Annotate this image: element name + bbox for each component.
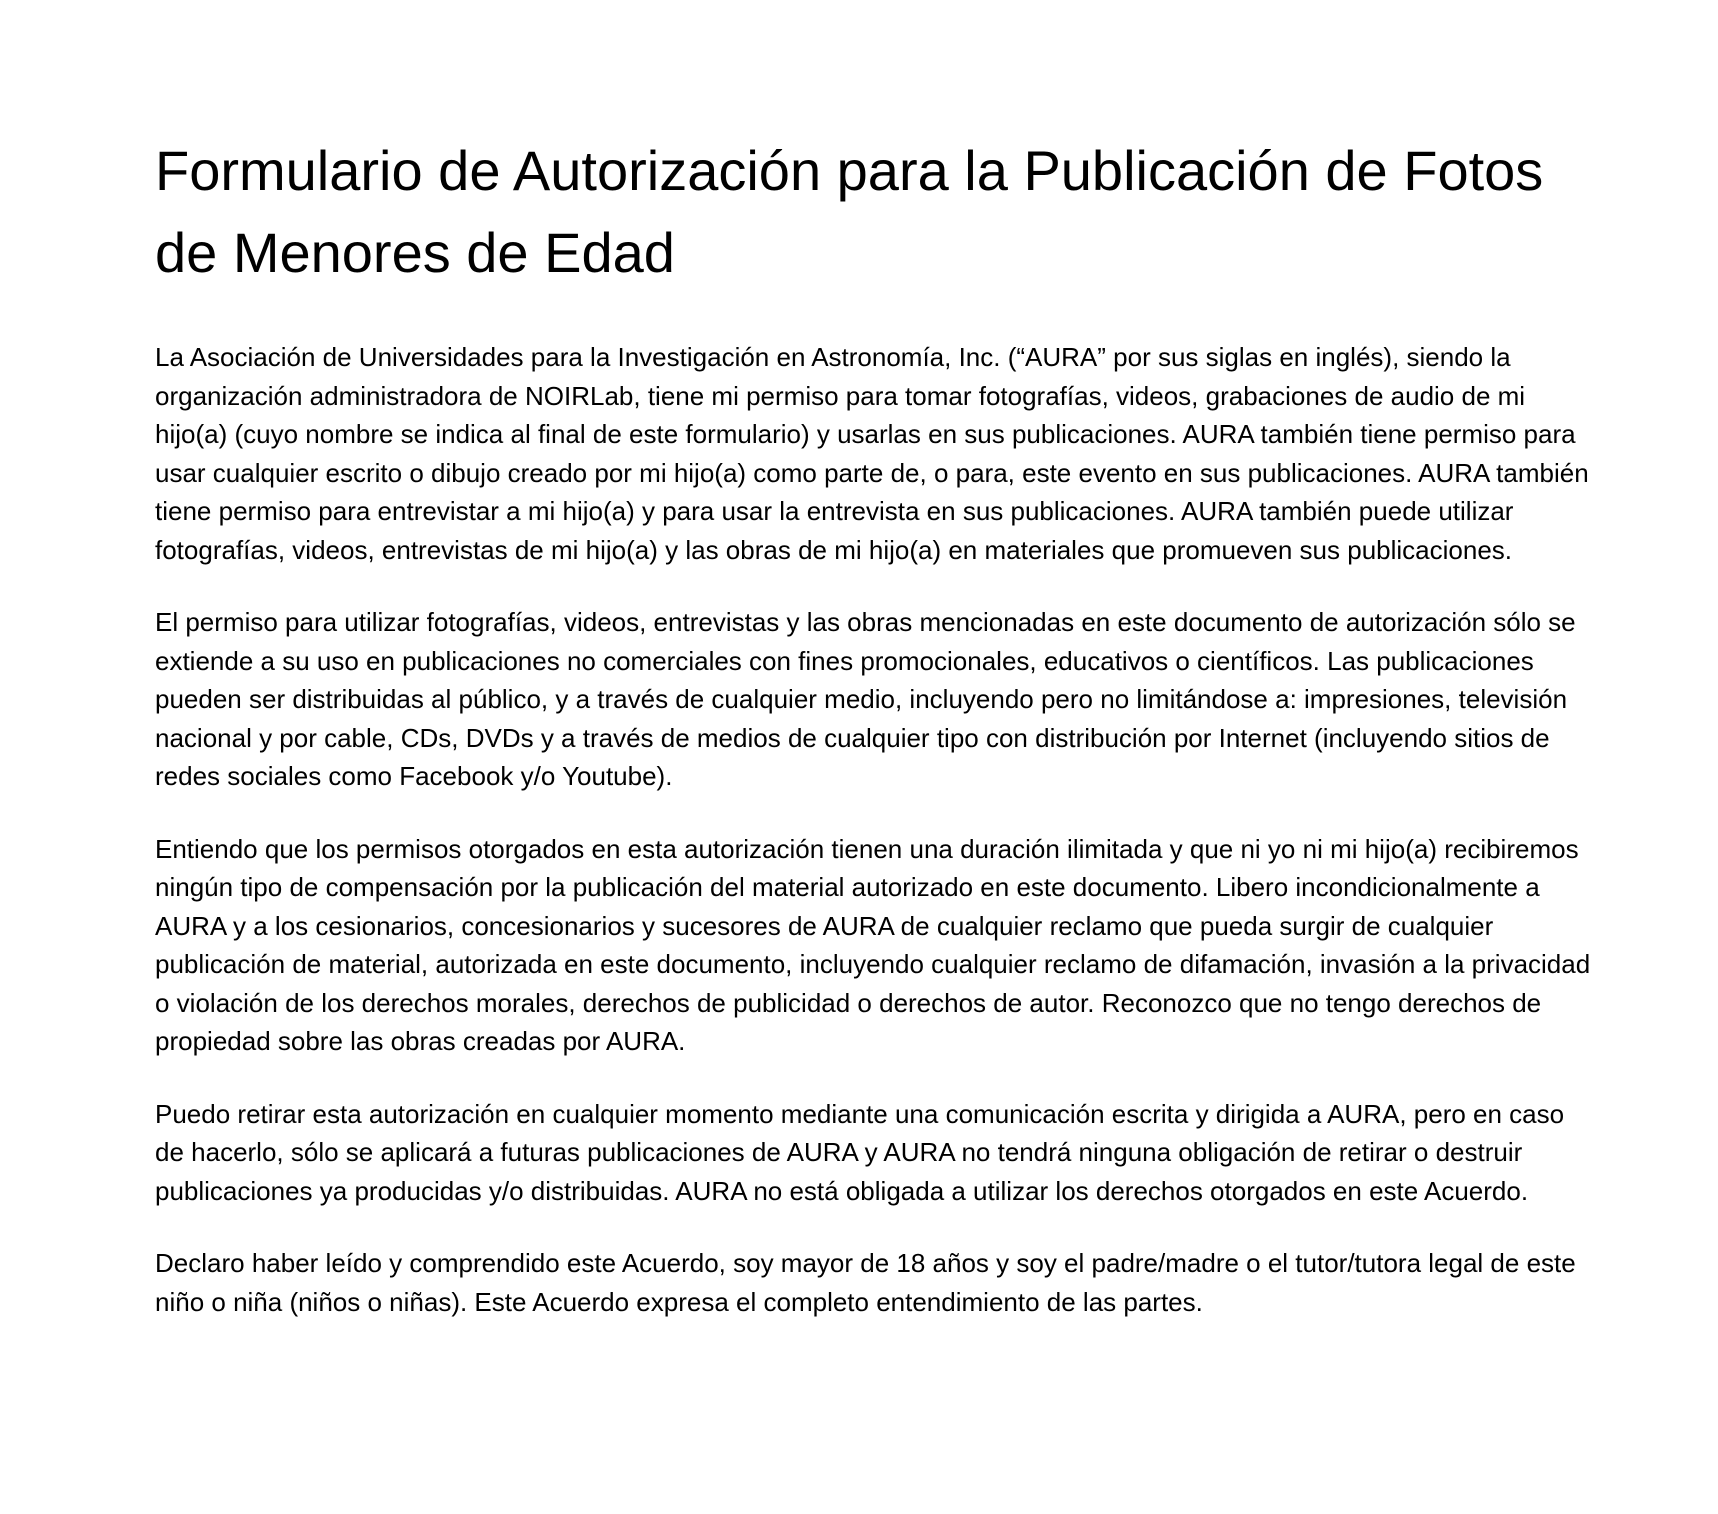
page-title: Formulario de Autorización para la Publicación de Fotos de Menores de Edad — [155, 139, 1544, 284]
paragraph-withdrawal: Puedo retirar esta autorización en cualquier momento mediante una comunicación escrita y dirigida a AURA, pero en caso de hacerlo, sólo se aplicará a futuras publicaciones de AURA y AURA no tendrá ninguna obligación de retirar o destruir publicaciones ya producidas y/o distribuidas. AURA no está obligada a utilizar los derechos otorgados en este Acuerdo. — [155, 1098, 1565, 1206]
paragraph-usage-scope: El permiso para utilizar fotografías, videos, entrevistas y las obras mencionadas en este documento de autorización sólo se extiende a su uso en publicaciones no comerciales con fines promocionales, educativos o científicos. Las publicaciones pueden ser distribuidas al público, y a través de cualquier medio, incluyendo pero no limitándose a: impresiones, televisión nacional y por cable, CDs, DVDs y a través de medios de cualquier tipo con distribución por Internet (incluyendo sitios de redes sociales como Facebook y/o Youtube). — [155, 607, 1576, 791]
document-page — [155, 130, 1595, 1355]
paragraph-permission-grant: La Asociación de Universidades para la Investigación en Astronomía, Inc. (“AURA” por sus siglas en inglés), siendo la organización administradora de NOIRLab, tiene mi permiso para tomar fotografías, videos, grabaciones de audio de mi hijo(a) (cuyo nombre se indica al final de este formulario) y usarlas en sus publicaciones. AURA también tiene permiso para usar cualquier escrito o dibujo creado por mi hijo(a) como parte de, o para, este evento en sus publicaciones. AURA también tiene permiso para entrevistar a mi hijo(a) y para usar la entrevista en sus publicaciones. AURA también puede utilizar fotografías, videos, entrevistas de mi hijo(a) y las obras de mi hijo(a) en materiales que promueven sus publicaciones. — [155, 342, 1589, 565]
paragraph-duration-release: Entiendo que los permisos otorgados en esta autorización tienen una duración ilimitada y que ni yo ni mi hijo(a) recibiremos ningún tipo de compensación por la publicación del material autorizado en este documento. Libero incondicionalmente a AURA y a los cesionarios, concesionarios y sucesores de AURA de cualquier reclamo que pueda surgir de cualquier publicación de material, autorizada en este documento, incluyendo cualquier reclamo de difamación, invasión a la privacidad o violación de los derechos morales, derechos de publicidad o derechos de autor. Reconozco que no tengo derechos de propiedad sobre las obras creadas por AURA. — [155, 833, 1591, 1056]
paragraph-declaration: Declaro haber leído y comprendido este Acuerdo, soy mayor de 18 años y soy el padre/madre o el tutor/tutora legal de este niño o niña (niños o niñas). Este Acuerdo expresa el completo entendimiento de las partes. — [155, 1248, 1576, 1317]
